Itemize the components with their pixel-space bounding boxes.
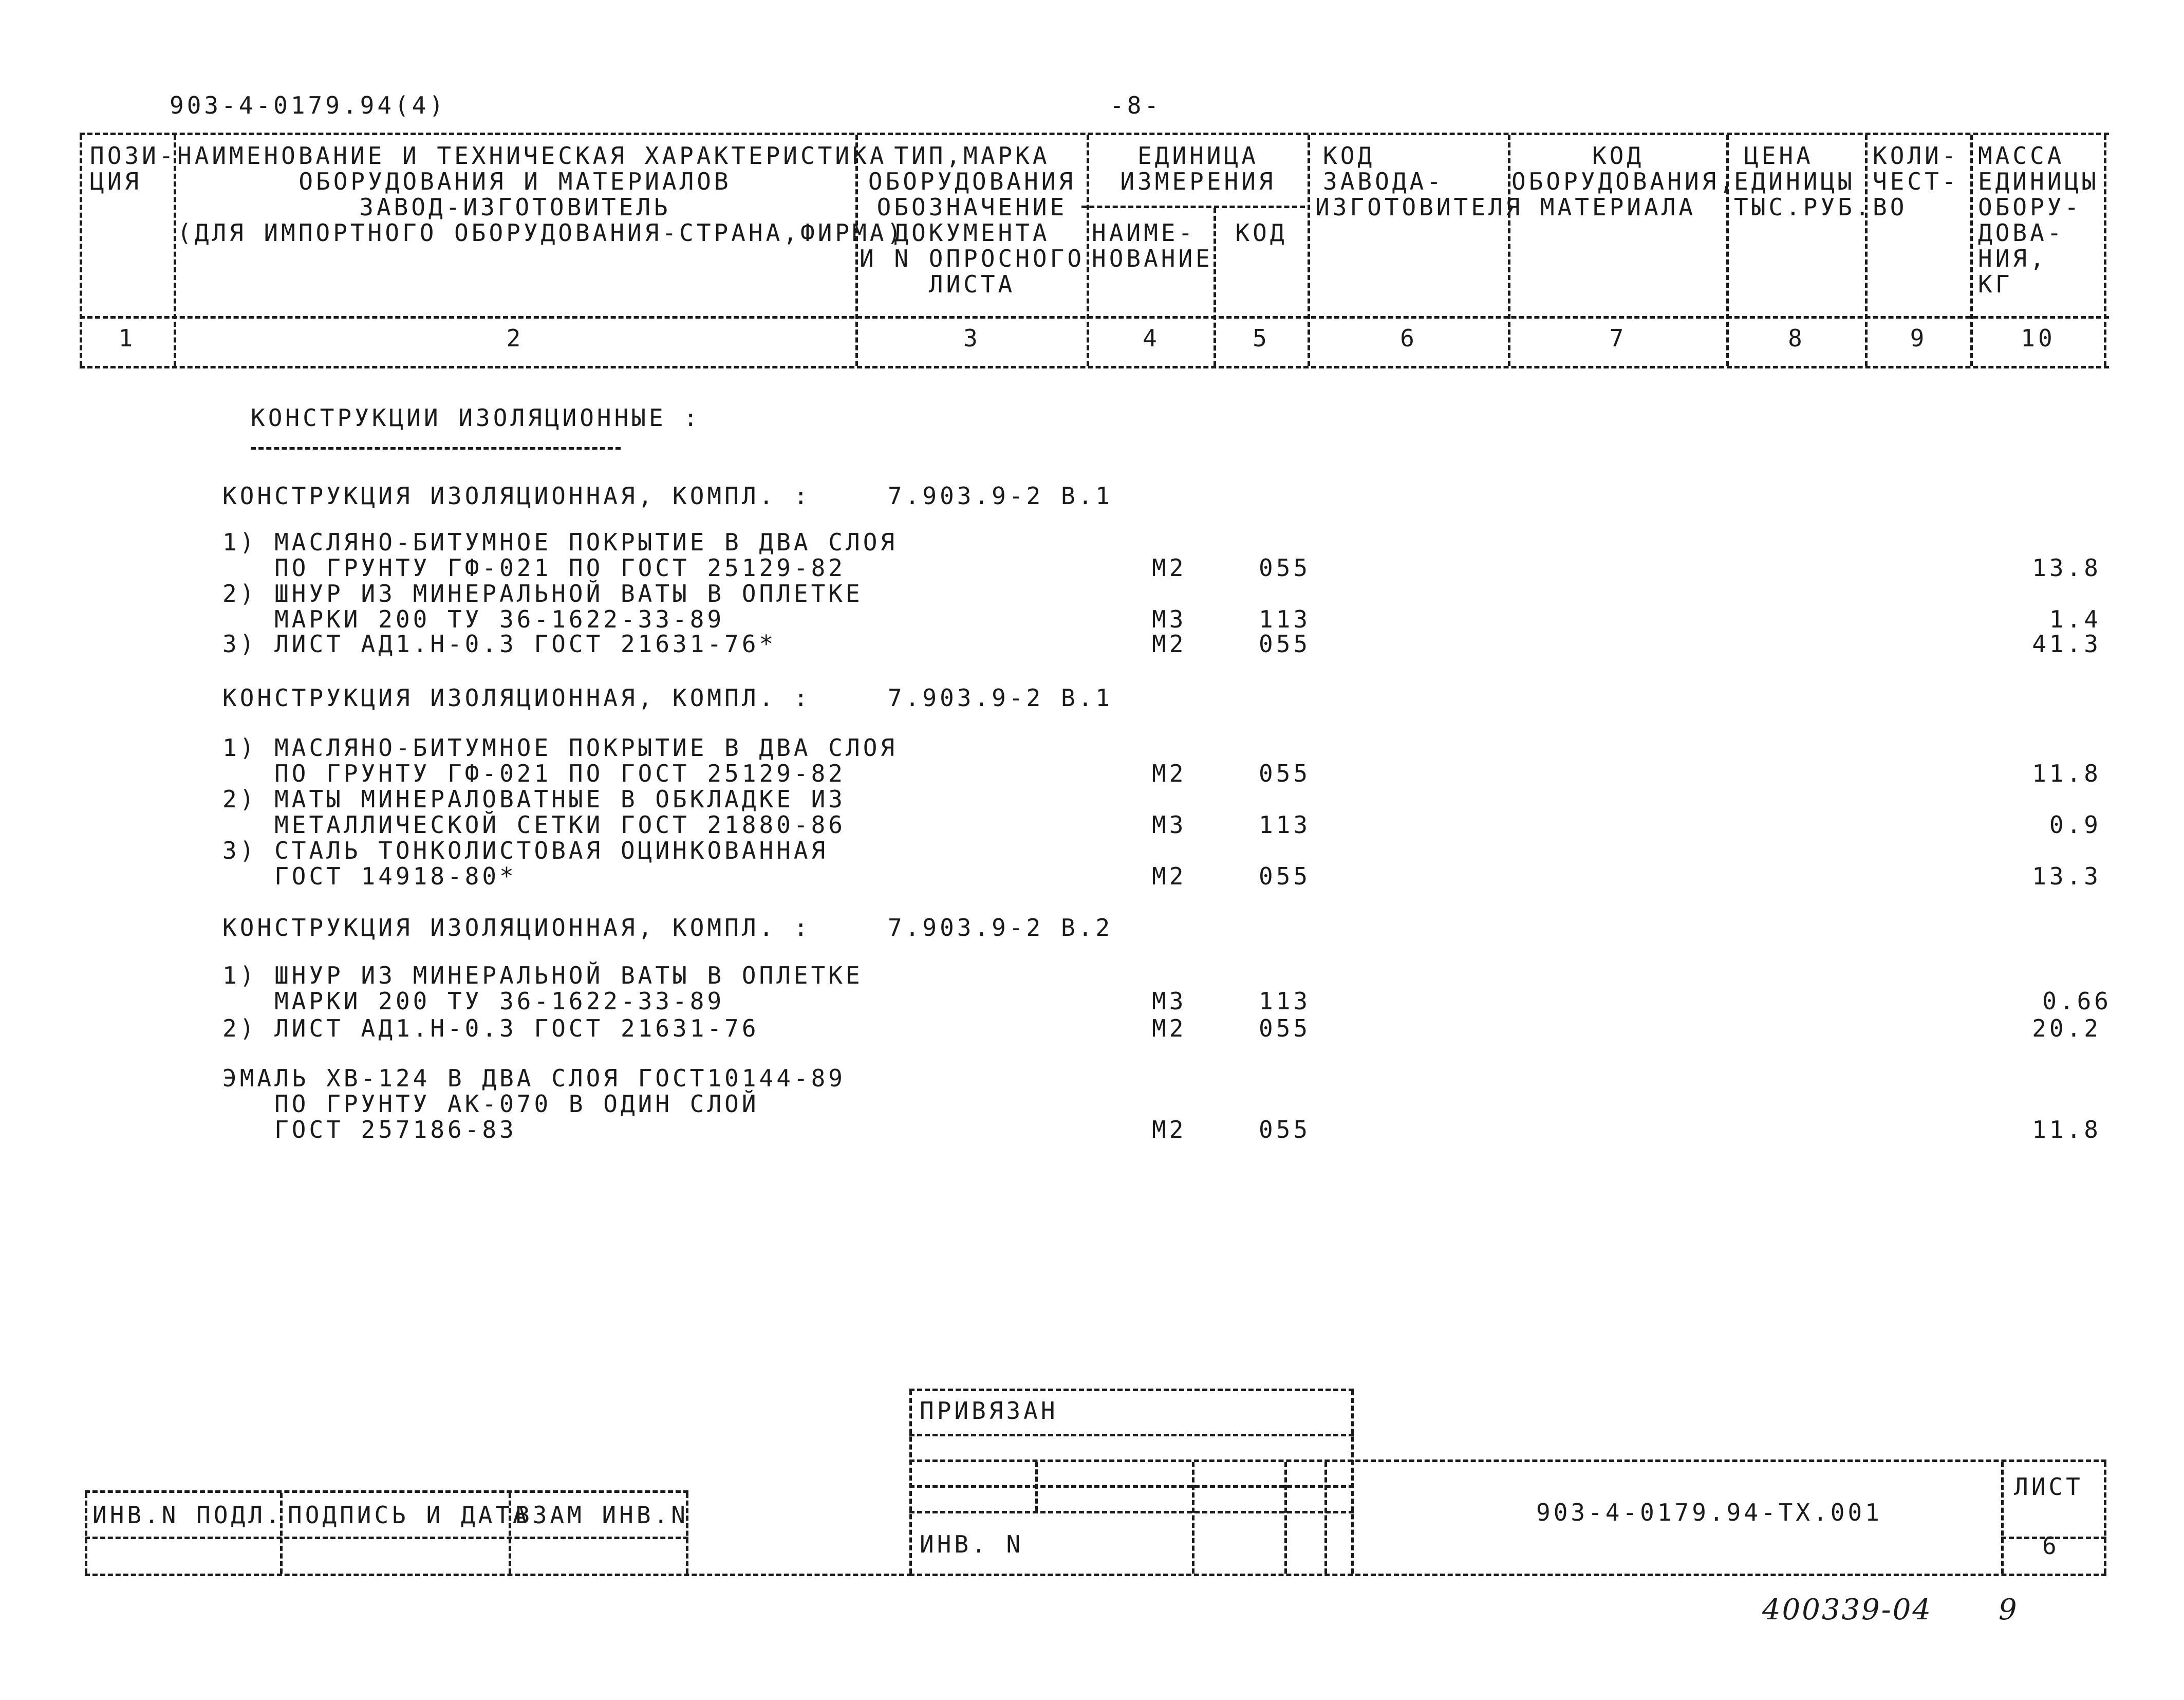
item-code: 055 xyxy=(1259,1014,1311,1042)
header-col10-l2: ЕДИНИЦЫ xyxy=(1978,168,2099,195)
group-doc: 7.903.9-2 В.1 xyxy=(888,684,1113,712)
item-mass: 11.8 xyxy=(2032,760,2101,787)
handwritten-page-number: 9 xyxy=(1999,1593,2019,1627)
col-number-6: 6 xyxy=(1400,324,1417,352)
item-unit: М2 xyxy=(1152,1014,1187,1042)
header-col5: КОД xyxy=(1235,219,1287,247)
header-col1-l2: ЦИЯ xyxy=(90,168,142,195)
header-col2-l4: (ДЛЯ ИМПОРТНОГО ОБОРУДОВАНИЯ-СТРАНА,ФИРМА) xyxy=(177,219,905,247)
stamp-inv-label: ИНВ. N xyxy=(920,1530,1024,1558)
header-col6-l1: КОД xyxy=(1323,142,1375,170)
stamp-vzam-inv: ВЗАМ ИНВ.N xyxy=(515,1501,688,1529)
group-title: КОНСТРУКЦИЯ ИЗОЛЯЦИОННАЯ, КОМПЛ. : xyxy=(222,482,811,510)
item-code: 055 xyxy=(1259,760,1311,787)
item-code: 055 xyxy=(1259,630,1311,658)
item-code: 113 xyxy=(1259,811,1311,839)
header-col10-l6: КГ xyxy=(1978,270,2013,298)
header-col4-l1: НАИМЕ- xyxy=(1092,219,1196,247)
item-unit: М2 xyxy=(1152,760,1187,787)
group-doc: 7.903.9-2 В.1 xyxy=(888,482,1113,510)
handwritten-archive-number: 400339-04 xyxy=(1762,1593,1932,1627)
header-col10-l3: ОБОРУ- xyxy=(1978,193,2082,221)
item-code: 055 xyxy=(1259,862,1311,890)
stamp-doc-number: 903-4-0179.94-ТХ.001 xyxy=(1536,1499,1882,1526)
header-col10-l1: МАССА xyxy=(1978,142,2065,170)
item-unit: М3 xyxy=(1152,987,1187,1015)
doc-code: 903-4-0179.94(4) xyxy=(170,91,447,119)
header-col7-l3: МАТЕРИАЛА xyxy=(1540,193,1696,221)
header-col10-l4: ДОВА- xyxy=(1978,219,2065,247)
item-line: МАРКИ 200 ТУ 36-1622-33-89 xyxy=(222,605,725,633)
col-number-5: 5 xyxy=(1253,324,1270,352)
header-col3-l4: ДОКУМЕНТА xyxy=(894,219,1050,247)
item-line: ПО ГРУНТУ АК-070 В ОДИН СЛОЙ xyxy=(222,1090,759,1118)
header-col10-l5: НИЯ, xyxy=(1978,245,2047,272)
item-line: 2) ЛИСТ АД1.Н-0.3 ГОСТ 21631-76 xyxy=(222,1014,759,1042)
item-mass: 13.3 xyxy=(2032,862,2101,890)
item-line: 1) МАСЛЯНО-БИТУМНОЕ ПОКРЫТИЕ В ДВА СЛОЯ xyxy=(222,734,898,762)
header-unit-l1: ЕДИНИЦА xyxy=(1137,142,1259,170)
item-line: 3) СТАЛЬ ТОНКОЛИСТОВАЯ ОЦИНКОВАННАЯ xyxy=(222,837,829,864)
header-col9-l1: КОЛИ- xyxy=(1873,142,1959,170)
col-number-10: 10 xyxy=(2021,324,2056,352)
header-col3-l5: И N ОПРОСНОГО xyxy=(859,245,1085,272)
item-mass: 13.8 xyxy=(2032,554,2101,582)
item-unit: М2 xyxy=(1152,1116,1187,1143)
item-code: 055 xyxy=(1259,554,1311,582)
item-code: 113 xyxy=(1259,605,1311,633)
item-line: ПО ГРУНТУ ГФ-021 ПО ГОСТ 25129-82 xyxy=(222,554,846,582)
header-col3-l2: ОБОРУДОВАНИЯ xyxy=(868,168,1076,195)
col-number-9: 9 xyxy=(1910,324,1928,352)
header-col7-l1: КОД xyxy=(1592,142,1645,170)
header-col2-l1: НАИМЕНОВАНИЕ И ТЕХНИЧЕСКАЯ ХАРАКТЕРИСТИКА xyxy=(177,142,887,170)
item-line: ЭМАЛЬ ХВ-124 В ДВА СЛОЯ ГОСТ10144-89 xyxy=(222,1064,846,1092)
item-mass: 0.66 xyxy=(2042,987,2112,1015)
item-unit: М2 xyxy=(1152,554,1187,582)
item-line: 3) ЛИСТ АД1.Н-0.3 ГОСТ 21631-76* xyxy=(222,630,777,658)
stamp-sheet-number: 6 xyxy=(2042,1532,2060,1560)
item-line: ГОСТ 14918-80* xyxy=(222,862,517,890)
header-col2-l2: ОБОРУДОВАНИЯ И МАТЕРИАЛОВ xyxy=(298,168,732,195)
header-col8-l3: ТЫС.РУБ. xyxy=(1734,193,1873,221)
item-unit: М3 xyxy=(1152,605,1187,633)
item-unit: М3 xyxy=(1152,811,1187,839)
item-mass: 20.2 xyxy=(2032,1014,2101,1042)
item-line: 1) ШНУР ИЗ МИНЕРАЛЬНОЙ ВАТЫ В ОПЛЕТКЕ xyxy=(222,962,863,989)
group-title: КОНСТРУКЦИЯ ИЗОЛЯЦИОННАЯ, КОМПЛ. : xyxy=(222,914,811,941)
item-mass: 1.4 xyxy=(2049,605,2101,633)
header-col3-l3: ОБОЗНАЧЕНИЕ xyxy=(876,193,1068,221)
stamp-privyazan: ПРИВЯЗАН xyxy=(920,1397,1058,1425)
item-line: 2) ШНУР ИЗ МИНЕРАЛЬНОЙ ВАТЫ В ОПЛЕТКЕ xyxy=(222,580,863,607)
stamp-podpis: ПОДПИСЬ И ДАТА xyxy=(288,1501,530,1529)
section-title: КОНСТРУКЦИИ ИЗОЛЯЦИОННЫЕ : xyxy=(251,404,701,432)
item-code: 113 xyxy=(1259,987,1311,1015)
header-col9-l2: ЧЕСТ- xyxy=(1873,168,1959,195)
item-line: 2) МАТЫ МИНЕРАЛОВАТНЫЕ В ОБКЛАДКЕ ИЗ xyxy=(222,785,846,813)
header-col2-l3: ЗАВОД-ИЗГОТОВИТЕЛЬ xyxy=(359,193,671,221)
page-marker: -8- xyxy=(1110,91,1162,119)
header-col3-l1: ТИП,МАРКА xyxy=(894,142,1050,170)
stamp-sheet-label: ЛИСТ xyxy=(2014,1473,2083,1501)
item-mass: 11.8 xyxy=(2032,1116,2101,1143)
item-unit: М2 xyxy=(1152,862,1187,890)
col-number-8: 8 xyxy=(1788,324,1805,352)
col-number-4: 4 xyxy=(1143,324,1160,352)
header-col1-l1: ПОЗИ- xyxy=(90,142,177,170)
stamp-inv-podl: ИНВ.N ПОДЛ. xyxy=(92,1501,283,1529)
item-line: 1) МАСЛЯНО-БИТУМНОЕ ПОКРЫТИЕ В ДВА СЛОЯ xyxy=(222,528,898,556)
col-number-7: 7 xyxy=(1609,324,1627,352)
item-unit: М2 xyxy=(1152,630,1187,658)
header-col6-l3: ИЗГОТОВИТЕЛЯ xyxy=(1315,193,1523,221)
group-doc: 7.903.9-2 В.2 xyxy=(888,914,1113,941)
header-col9-l3: ВО xyxy=(1873,193,1908,221)
header-col3-l6: ЛИСТА xyxy=(928,270,1016,298)
header-col6-l2: ЗАВОДА- xyxy=(1323,168,1444,195)
col-number-3: 3 xyxy=(963,324,981,352)
col-number-2: 2 xyxy=(506,324,524,352)
header-unit-l2: ИЗМЕРЕНИЯ xyxy=(1120,168,1276,195)
header-col8-l2: ЕДИНИЦЫ xyxy=(1734,168,1855,195)
item-line: МЕТАЛЛИЧЕСКОЙ СЕТКИ ГОСТ 21880-86 xyxy=(222,811,846,839)
header-col7-l2: ОБОРУДОВАНИЯ, xyxy=(1511,168,1737,195)
item-mass: 41.3 xyxy=(2032,630,2101,658)
header-col8-l1: ЦЕНА xyxy=(1744,142,1814,170)
item-line: ГОСТ 257186-83 xyxy=(222,1116,517,1143)
item-code: 055 xyxy=(1259,1116,1311,1143)
col-number-1: 1 xyxy=(118,324,136,352)
item-mass: 0.9 xyxy=(2049,811,2101,839)
item-line: МАРКИ 200 ТУ 36-1622-33-89 xyxy=(222,987,725,1015)
group-title: КОНСТРУКЦИЯ ИЗОЛЯЦИОННАЯ, КОМПЛ. : xyxy=(222,684,811,712)
header-col4-l2: НОВАНИЕ xyxy=(1092,245,1213,272)
item-line: ПО ГРУНТУ ГФ-021 ПО ГОСТ 25129-82 xyxy=(222,760,846,787)
